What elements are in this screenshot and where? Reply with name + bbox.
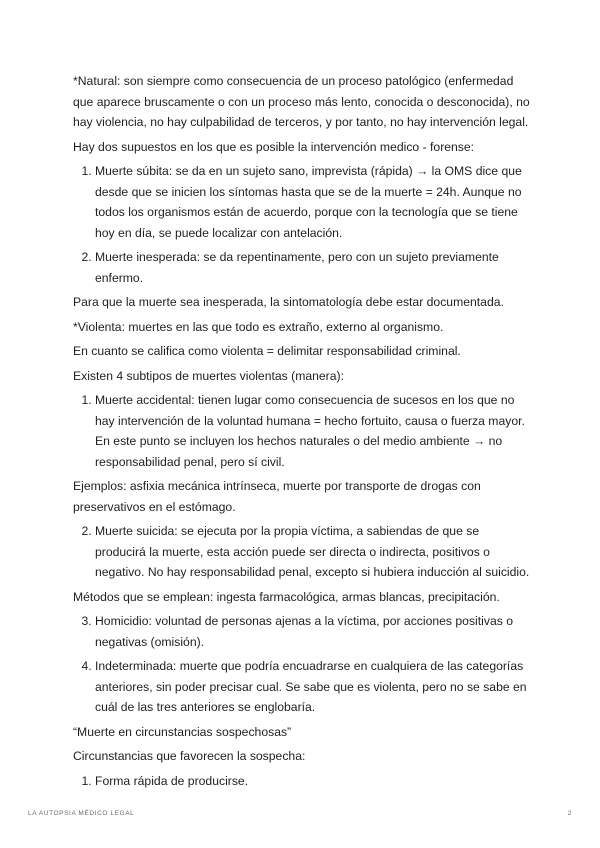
list-item-muerte-accidental: 1. Muerte accidental: tienen lugar como consecuencia de sucesos en los que no hay intervención de la voluntad humana = hecho fortuito, causa o fuerza mayor. En este punto se incluyen los hechos naturales o del medio ambiente → no responsabilidad penal, pero sí civil. xyxy=(95,390,533,472)
paragraph-documentada: Para que la muerte sea inesperada, la sintomatología debe estar documentada. xyxy=(73,295,504,309)
document-body xyxy=(73,71,533,795)
paragraph-ejemplos: Ejemplos: asfixia mecánica intrínseca, muerte por transporte de drogas con preservativos en el estómago. xyxy=(73,479,481,514)
list-item-forma-rapida: 1. Forma rápida de producirse. xyxy=(95,771,533,792)
paragraph-supuestos: Hay dos supuestos en los que es posible la intervención medico - forense: xyxy=(73,139,475,154)
list-item-muerte-suicida: 2. Muerte suicida: se ejecuta por la propia víctima, a sabiendas de que se producirá la muerte, esta acción puede ser directa o indirecta, positivos o negativo. No hay responsabilidad penal, excepto si hubiera inducción al suicidio. xyxy=(95,521,533,583)
list-item-muerte-inesperada: 2. Muerte inesperada: se da repentinamente, pero con un sujeto previamente enfermo. xyxy=(95,247,533,288)
page-number: 2 xyxy=(567,810,572,817)
paragraph-sospechosas: “Muerte en circunstancias sospechosas” xyxy=(73,724,292,739)
list-circunstancias xyxy=(73,771,533,792)
footer-title: LA AUTOPSIA MÉDICO LEGAL xyxy=(28,810,135,817)
list-subtipos-part2 xyxy=(73,521,533,583)
list-item-homicidio: 3. Homicidio: voluntad de personas ajenas a la víctima, por acciones positivas o negativas (omisión). xyxy=(95,611,533,652)
list-supuestos xyxy=(73,161,533,288)
list-item-muerte-subita: 1. Muerte súbita: se da en un sujeto sano, imprevista (rápida) → la OMS dice que desde que se inicien los síntomas hasta que se de la muerte = 24h. Aunque no todos los organismos están de acuerdo, porque con la tecnología que se tiene hoy en día, se puede localizar con antelación. xyxy=(95,161,533,243)
paragraph-violenta: *Violenta: muertes en las que todo es extraño, externo al organismo. xyxy=(73,319,444,334)
page-footer xyxy=(28,810,572,817)
paragraph-natural: *Natural: son siempre como consecuencia de un proceso patológico (enfermedad que aparece bruscamente o con un proceso más lento, conocida o desconocida), no hay violencia, no hay culpabilidad de terceros, y por tanto, no hay intervención legal. xyxy=(73,74,530,129)
list-subtipos-part1 xyxy=(73,390,533,472)
paragraph-subtipos: Existen 4 subtipos de muertes violentas (manera): xyxy=(73,368,344,383)
paragraph-circunstancias: Circunstancias que favorecen la sospecha: xyxy=(73,749,306,763)
paragraph-metodos: Métodos que se emplean: ingesta farmacológica, armas blancas, precipitación. xyxy=(73,589,500,604)
paragraph-califica: En cuanto se califica como violenta = delimitar responsabilidad criminal. xyxy=(73,344,461,358)
list-item-indeterminada: 4. Indeterminada: muerte que podría encuadrarse en cualquiera de las categorías anteriores, sin poder precisar cual. Se sabe que es violenta, pero no se sabe en cuál de las tres anteriores se englobaría. xyxy=(95,656,533,718)
list-subtipos-part3 xyxy=(73,611,533,718)
